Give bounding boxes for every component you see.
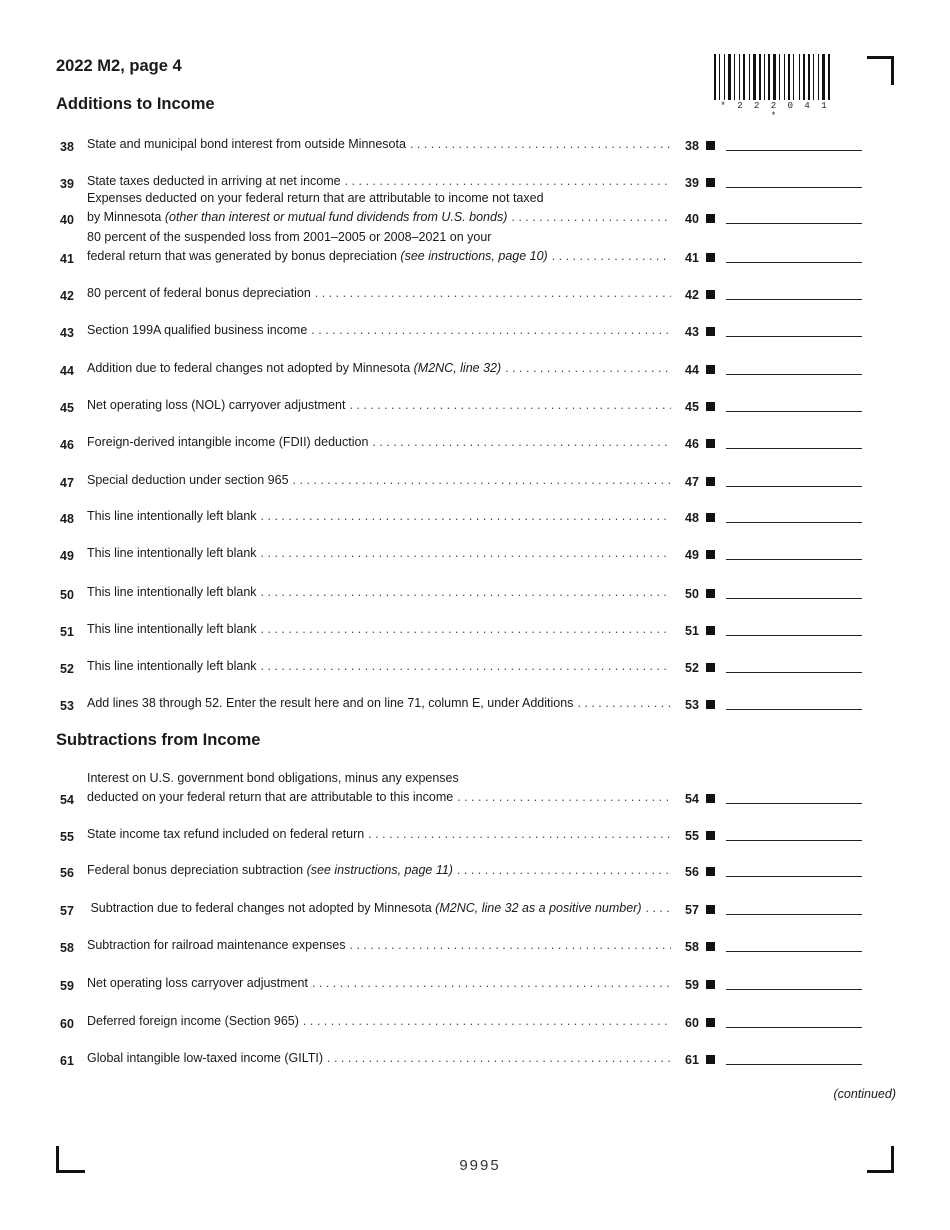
line-reference: 57: [685, 903, 699, 917]
line-number: 56: [60, 866, 74, 880]
leader-dots: [364, 825, 671, 844]
line-43-amount-field[interactable]: [726, 318, 862, 337]
line-description-text: Federal bonus depreciation subtraction: [87, 863, 307, 877]
barcode-bar: [714, 54, 716, 100]
line-description: [87, 135, 671, 154]
form-code: 9995: [459, 1157, 501, 1174]
barcode-bar: [803, 54, 805, 100]
line-description-text: State taxes deducted in arriving at net income: [87, 174, 341, 188]
leader-dots: [308, 974, 671, 993]
line-description-first-row: Interest on U.S. government bond obligations, minus any expenses: [87, 771, 459, 785]
required-marker-icon: [706, 439, 715, 448]
barcode-bar: [799, 54, 800, 100]
line-item-54: [56, 771, 866, 807]
line-reference: 61: [685, 1053, 699, 1067]
barcode-bar: [749, 54, 750, 100]
line-description-note: (M2NC, line 32): [413, 361, 502, 375]
line-reference: 59: [685, 978, 699, 992]
line-description-text: Net operating loss carryover adjustment: [87, 976, 308, 990]
line-number: 57: [60, 904, 74, 918]
line-item-52: [56, 652, 866, 676]
continued-note: (continued): [833, 1087, 896, 1101]
line-description: [87, 544, 671, 563]
barcode-bar: [813, 54, 814, 100]
leader-dots: [257, 507, 671, 526]
corner-mark-top-right: [867, 56, 894, 85]
line-description: [87, 583, 671, 602]
line-59-amount-field[interactable]: [726, 971, 862, 990]
barcode-bar: [831, 54, 832, 100]
line-reference: 53: [685, 698, 699, 712]
line-description-first-row: Expenses deducted on your federal return that are attributable to income not taxed: [87, 191, 544, 205]
line-description-text: Add lines 38 through 52. Enter the result here and on line 71, column E, under Additions: [87, 696, 574, 710]
line-description-first-row: 80 percent of the suspended loss from 2001–2005 or 2008–2021 on your: [87, 230, 492, 244]
required-marker-icon: [706, 178, 715, 187]
leader-dots: [501, 359, 671, 378]
line-number: 40: [60, 213, 74, 227]
line-description-text: State and municipal bond interest from outside Minnesota: [87, 137, 406, 151]
barcode-bar: [806, 54, 807, 100]
line-description: [87, 230, 671, 266]
line-number: 42: [60, 289, 74, 303]
line-description-text: Net operating loss (NOL) carryover adjustment: [87, 398, 346, 412]
line-description: [87, 471, 671, 490]
required-marker-icon: [706, 477, 715, 486]
line-number: 46: [60, 438, 74, 452]
line-item-39: [56, 167, 866, 191]
line-47-amount-field[interactable]: [726, 468, 862, 487]
line-54-amount-field[interactable]: [726, 785, 862, 804]
line-description: [87, 657, 671, 676]
line-51-amount-field[interactable]: [726, 617, 862, 636]
line-40-amount-field[interactable]: [726, 205, 862, 224]
barcode-bar: [820, 54, 821, 100]
line-description-text: by Minnesota: [87, 210, 165, 224]
barcode: [714, 54, 836, 121]
required-marker-icon: [706, 867, 715, 876]
line-41-amount-field[interactable]: [726, 244, 862, 263]
leader-dots: [406, 135, 671, 154]
line-description-text: Foreign-derived intangible income (FDII) deduction: [87, 435, 369, 449]
barcode-bar: [736, 54, 738, 100]
line-reference: 45: [685, 400, 699, 414]
additions-heading: Additions to Income: [56, 95, 215, 113]
line-reference: 60: [685, 1016, 699, 1030]
leader-dots: [257, 544, 671, 563]
line-60-amount-field[interactable]: [726, 1009, 862, 1028]
barcode-bar: [732, 54, 733, 100]
line-number: 39: [60, 177, 74, 191]
line-item-59: [56, 969, 866, 993]
barcode-bar: [784, 54, 785, 100]
barcode-bar: [791, 54, 792, 100]
leader-dots: [345, 936, 671, 955]
line-number: 52: [60, 662, 74, 676]
line-reference: 51: [685, 624, 699, 638]
line-reference: 50: [685, 587, 699, 601]
line-item-55: [56, 820, 866, 844]
line-58-amount-field[interactable]: [726, 933, 862, 952]
line-number: 50: [60, 588, 74, 602]
barcode-bar: [773, 54, 776, 100]
barcode-bar: [815, 54, 817, 100]
line-number: 41: [60, 252, 74, 266]
line-description-text: This line intentionally left blank: [87, 659, 257, 673]
line-item-60: [56, 1007, 866, 1031]
line-48-amount-field[interactable]: [726, 504, 862, 523]
barcode-bar: [777, 54, 778, 100]
required-marker-icon: [706, 905, 715, 914]
line-item-50: [56, 578, 866, 602]
line-52-amount-field[interactable]: [726, 654, 862, 673]
line-number: 60: [60, 1017, 74, 1031]
required-marker-icon: [706, 550, 715, 559]
line-description-text: federal return that was generated by bonus depreciation: [87, 249, 401, 263]
line-description: [87, 1049, 671, 1068]
line-description-note: (see instructions, page 10): [400, 249, 548, 263]
leader-dots: [311, 284, 671, 303]
required-marker-icon: [706, 663, 715, 672]
line-item-41: [56, 230, 866, 266]
barcode-bar: [811, 54, 812, 100]
required-marker-icon: [706, 1055, 715, 1064]
required-marker-icon: [706, 253, 715, 262]
barcode-bar: [753, 54, 756, 100]
leader-dots: [642, 899, 671, 918]
line-number: 54: [60, 793, 74, 807]
line-number: 59: [60, 979, 74, 993]
barcode-bar: [768, 54, 770, 100]
required-marker-icon: [706, 1018, 715, 1027]
barcode-bar: [717, 54, 718, 100]
line-reference: 46: [685, 437, 699, 451]
leader-dots: [307, 321, 671, 340]
line-reference: 54: [685, 792, 699, 806]
line-number: 44: [60, 364, 74, 378]
line-item-38: [56, 130, 866, 154]
line-reference: 38: [685, 139, 699, 153]
line-description-text: 80 percent of federal bonus depreciation: [87, 286, 311, 300]
barcode-bar: [793, 54, 794, 100]
leader-dots: [548, 247, 671, 266]
barcode-bar: [719, 54, 720, 100]
line-description: [87, 433, 671, 452]
page-title: 2022 M2, page 4: [56, 57, 182, 75]
line-description-text: This line intentionally left blank: [87, 509, 257, 523]
barcode-bar: [771, 54, 772, 100]
line-description-text: Subtraction due to federal changes not adopted by Minnesota: [87, 901, 436, 915]
barcode-bar: [801, 54, 802, 100]
line-description: [87, 284, 671, 303]
line-45-amount-field[interactable]: [726, 393, 862, 412]
required-marker-icon: [706, 980, 715, 989]
line-number: 38: [60, 140, 74, 154]
barcode-bar: [795, 54, 798, 100]
line-description-text: State income tax refund included on federal return: [87, 827, 365, 841]
leader-dots: [323, 1049, 671, 1068]
barcode-bar: [781, 54, 783, 100]
line-reference: 41: [685, 251, 699, 265]
barcode-bar: [764, 54, 765, 100]
barcode-bar: [734, 54, 735, 100]
line-description-text: This line intentionally left blank: [87, 546, 257, 560]
barcode-bar: [741, 54, 742, 100]
line-description: [87, 936, 671, 955]
barcode-bar: [739, 54, 740, 100]
line-number: 47: [60, 476, 74, 490]
line-number: 51: [60, 625, 74, 639]
barcode-bar: [762, 54, 763, 100]
line-description-text: Deferred foreign income (Section 965): [87, 1014, 299, 1028]
line-description: [87, 359, 671, 378]
barcode-bar: [751, 54, 752, 100]
required-marker-icon: [706, 794, 715, 803]
line-item-58: [56, 931, 866, 955]
barcode-bar: [826, 54, 827, 100]
line-description-note: (M2NC, line 32 as a positive number): [435, 901, 642, 915]
required-marker-icon: [706, 290, 715, 299]
required-marker-icon: [706, 365, 715, 374]
barcode-bar: [726, 54, 727, 100]
line-56-amount-field[interactable]: [726, 858, 862, 877]
line-description: [87, 899, 671, 918]
line-description: [87, 191, 671, 227]
line-57-amount-field[interactable]: [726, 896, 862, 915]
required-marker-icon: [706, 700, 715, 709]
line-38-amount-field[interactable]: [726, 132, 862, 151]
line-44-amount-field[interactable]: [726, 356, 862, 375]
line-item-49: [56, 539, 866, 563]
line-55-amount-field[interactable]: [726, 822, 862, 841]
line-item-53: [56, 689, 866, 713]
corner-mark-bottom-right: [867, 1146, 894, 1173]
barcode-bar: [766, 54, 767, 100]
leader-dots: [453, 861, 671, 880]
line-description: [87, 321, 671, 340]
line-item-44: [56, 354, 866, 378]
line-description: [87, 771, 671, 807]
barcode-bar: [759, 54, 761, 100]
line-reference: 44: [685, 363, 699, 377]
line-description-text: This line intentionally left blank: [87, 622, 257, 636]
barcode-bar: [788, 54, 790, 100]
line-reference: 58: [685, 940, 699, 954]
barcode-bar: [721, 54, 723, 100]
barcode-text: * 2 2 2 0 4 1 *: [720, 101, 830, 121]
subtractions-heading: Subtractions from Income: [56, 731, 261, 749]
leader-dots: [299, 1012, 671, 1031]
line-description-text: Special deduction under section 965: [87, 473, 289, 487]
barcode-bar: [746, 54, 748, 100]
line-description: [87, 861, 671, 880]
leader-dots: [289, 471, 671, 490]
corner-mark-bottom-left: [56, 1146, 85, 1173]
line-item-57: [56, 894, 866, 918]
line-description-note: (other than interest or mutual fund dividends from U.S. bonds): [164, 210, 508, 224]
line-number: 49: [60, 549, 74, 563]
line-item-47: [56, 466, 866, 490]
line-description-note: (see instructions, page 11): [306, 863, 453, 877]
line-description: [87, 974, 671, 993]
line-61-amount-field[interactable]: [726, 1046, 862, 1065]
line-description: [87, 396, 671, 415]
line-number: 55: [60, 830, 74, 844]
line-reference: 49: [685, 548, 699, 562]
leader-dots: [345, 396, 671, 415]
required-marker-icon: [706, 831, 715, 840]
barcode-bar: [724, 54, 725, 100]
line-reference: 47: [685, 475, 699, 489]
required-marker-icon: [706, 402, 715, 411]
line-description: [87, 507, 671, 526]
line-reference: 56: [685, 865, 699, 879]
line-39-amount-field[interactable]: [726, 169, 862, 188]
line-reference: 40: [685, 212, 699, 226]
line-42-amount-field[interactable]: [726, 281, 862, 300]
barcode-bar: [743, 54, 745, 100]
line-description: [87, 825, 671, 844]
required-marker-icon: [706, 942, 715, 951]
barcode-bar: [828, 54, 830, 100]
line-description-text: Global intangible low-taxed income (GILTI): [87, 1051, 323, 1065]
line-49-amount-field[interactable]: [726, 541, 862, 560]
leader-dots: [257, 620, 671, 639]
barcode-bars: [714, 54, 836, 100]
barcode-bar: [786, 54, 787, 100]
barcode-bar: [779, 54, 780, 100]
line-item-51: [56, 615, 866, 639]
line-53-amount-field[interactable]: [726, 691, 862, 710]
line-reference: 55: [685, 829, 699, 843]
line-number: 61: [60, 1054, 74, 1068]
line-description-text: Section 199A qualified business income: [87, 323, 308, 337]
required-marker-icon: [706, 141, 715, 150]
line-description-text: deducted on your federal return that are attributable to this income: [87, 790, 454, 804]
leader-dots: [453, 788, 671, 807]
barcode-bar: [822, 54, 825, 100]
line-reference: 39: [685, 176, 699, 190]
required-marker-icon: [706, 589, 715, 598]
leader-dots: [573, 694, 671, 713]
barcode-bar: [818, 54, 819, 100]
required-marker-icon: [706, 327, 715, 336]
line-number: 48: [60, 512, 74, 526]
line-number: 53: [60, 699, 74, 713]
leader-dots: [368, 433, 671, 452]
line-number: 45: [60, 401, 74, 415]
line-item-45: [56, 391, 866, 415]
required-marker-icon: [706, 626, 715, 635]
line-description-text: This line intentionally left blank: [87, 585, 257, 599]
barcode-bar: [728, 54, 731, 100]
line-item-56: [56, 856, 866, 880]
line-number: 43: [60, 326, 74, 340]
leader-dots: [507, 208, 671, 227]
line-reference: 48: [685, 511, 699, 525]
barcode-bar: [808, 54, 810, 100]
line-item-43: [56, 316, 866, 340]
required-marker-icon: [706, 513, 715, 522]
line-50-amount-field[interactable]: [726, 580, 862, 599]
line-description: [87, 694, 671, 713]
line-item-40: [56, 191, 866, 227]
required-marker-icon: [706, 214, 715, 223]
line-item-42: [56, 279, 866, 303]
line-description: [87, 620, 671, 639]
line-reference: 42: [685, 288, 699, 302]
line-description-text: Addition due to federal changes not adopted by Minnesota: [87, 361, 414, 375]
line-46-amount-field[interactable]: [726, 430, 862, 449]
line-description: [87, 1012, 671, 1031]
line-description-text: Subtraction for railroad maintenance expenses: [87, 938, 346, 952]
line-number: 58: [60, 941, 74, 955]
leader-dots: [257, 657, 671, 676]
line-reference: 52: [685, 661, 699, 675]
line-reference: 43: [685, 325, 699, 339]
line-item-48: [56, 502, 866, 526]
leader-dots: [257, 583, 671, 602]
line-item-46: [56, 428, 866, 452]
line-item-61: [56, 1044, 866, 1068]
barcode-bar: [757, 54, 758, 100]
